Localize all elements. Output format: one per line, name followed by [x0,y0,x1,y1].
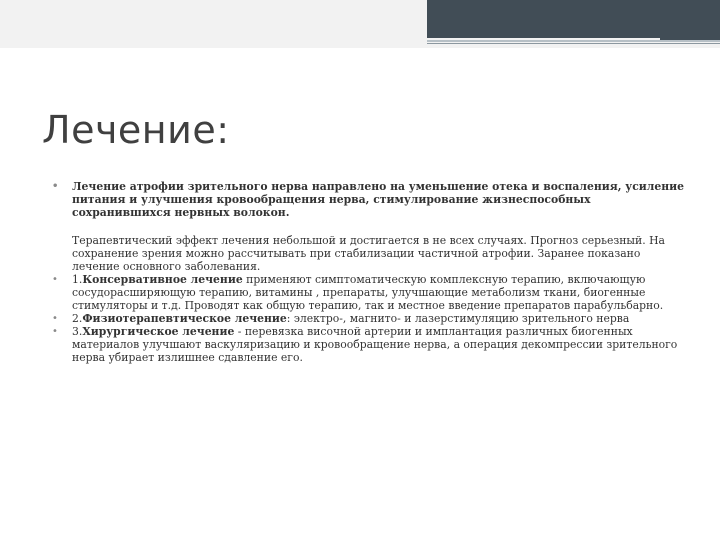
bullet-point-1-text: Лечение атрофии зрительного нерва направлено на уменьшение отека и воспаления, усиление питания и улучшения кровообращения нерва, стимулирование жизнеспособных сохранившихся нервных волокон. [72,180,685,219]
bullet-point-1 [52,180,688,219]
bullet-icon: • [52,313,58,324]
item-number: 3. [72,325,83,338]
bullet-icon: • [52,274,58,285]
treatment-item-1 [52,273,688,312]
item-term: Физиотерапевтическое лечение [82,312,287,325]
bullet-icon: • [52,181,59,192]
item-number: 1. [72,273,83,286]
item-text: применяют симптоматическую комплексную терапию, включающую сосудорасширяющую терапию, витамины , препараты, улучшающие метаболизм ткани, биогенные стимуляторы и т.д. Проводят как общую терапию, так и местное введение препаратов парабульбарно. [72,273,664,312]
intro-paragraph [52,234,688,273]
item-text: : электро-, магнито- и лазерстимуляцию зрительного нерва [286,312,630,325]
header-decoration-band [0,0,720,48]
treatment-item-2 [52,312,688,325]
header-light-line [427,40,720,42]
slide-content [52,180,688,364]
header-dark-block [427,0,720,38]
item-term: Консервативное лечение [82,273,243,286]
item-number: 2. [72,312,83,325]
header-mid-line [427,43,720,44]
intro-text: Терапевтический эффект лечения небольшой и достигается в не всех случаях. Прогноз серьезный. На сохранение зрения можно рассчитывать при стабилизации частичной атрофии. Заранее показано лечение основного заболевания. [72,234,665,273]
item-term: Хирургическое лечение [82,325,235,338]
slide-title: Лечение: [42,108,230,152]
bullet-icon: • [52,326,58,337]
item-text: - перевязка височной артерии и имплантация различных биогенных материалов улучшают васкуляризацию и кровообращение нерва, а операция декомпрессии зрительного нерва убирает излишнее сдавление его. [72,325,678,364]
treatment-item-3 [52,325,688,364]
